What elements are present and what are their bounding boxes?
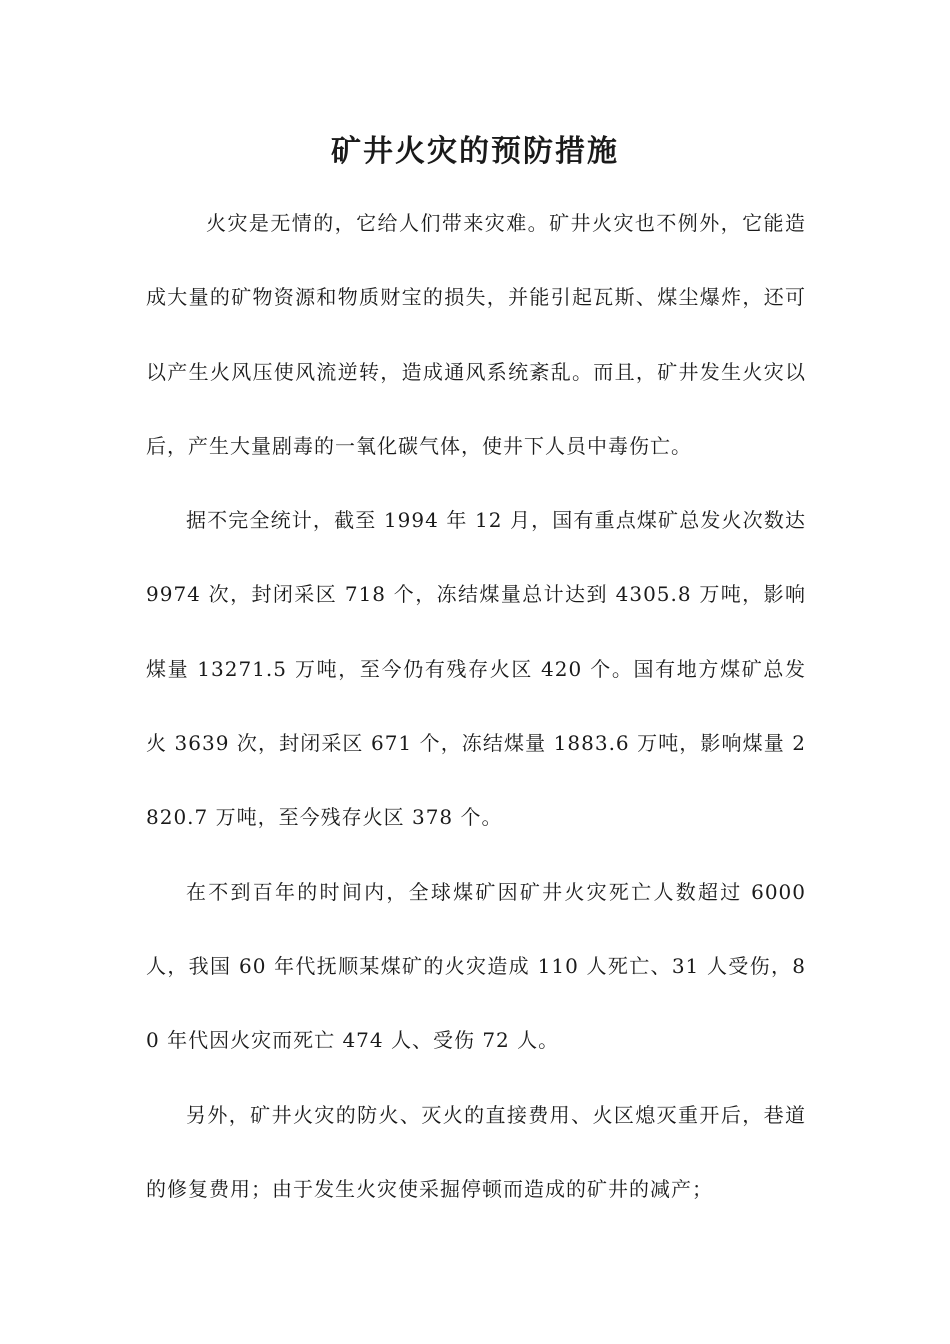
paragraph-statistics: 据不完全统计，截至 1994 年 12 月，国有重点煤矿总发火次数达 9974 次，封闭采区 718 个，冻结煤量总计达到 4305.8 万吨，影响煤量 13271.5 万吨，至今仍有残存火区 420 个。国有地方煤矿总发火 3639 次，封闭采区 671 个，冻结煤量 1883.6 万吨，影响煤量 2820.7 万吨，至今残存火区 378 个。 xyxy=(146,508,806,830)
paragraph-costs: 另外，矿井火灾的防火、灭火的直接费用、火区熄灭重开后，巷道的修复费用；由于发生火灾使采掘停顿而造成的矿井的减产； xyxy=(146,1102,806,1201)
document-title: 矿井火灾的预防措施 xyxy=(331,134,619,169)
paragraph-casualties: 在不到百年的时间内，全球煤矿因矿井火灾死亡人数超过 6000 人，我国 60 年代抚顺某煤矿的火灾造成 110 人死亡、31 人受伤，80 年代因火灾而死亡 474 人、受伤 72 人。 xyxy=(146,879,806,1053)
document-body xyxy=(146,186,806,1226)
paragraph-intro: 火灾是无情的，它给人们带来灾难。矿井火灾也不例外，它能造成大量的矿物资源和物质财宝的损失，并能引起瓦斯、煤尘爆炸，还可以产生火风压使风流逆转，造成通风系统紊乱。而且，矿井发生火灾以后，产生大量剧毒的一氧化碳气体，使井下人员中毒伤亡。 xyxy=(146,211,806,458)
